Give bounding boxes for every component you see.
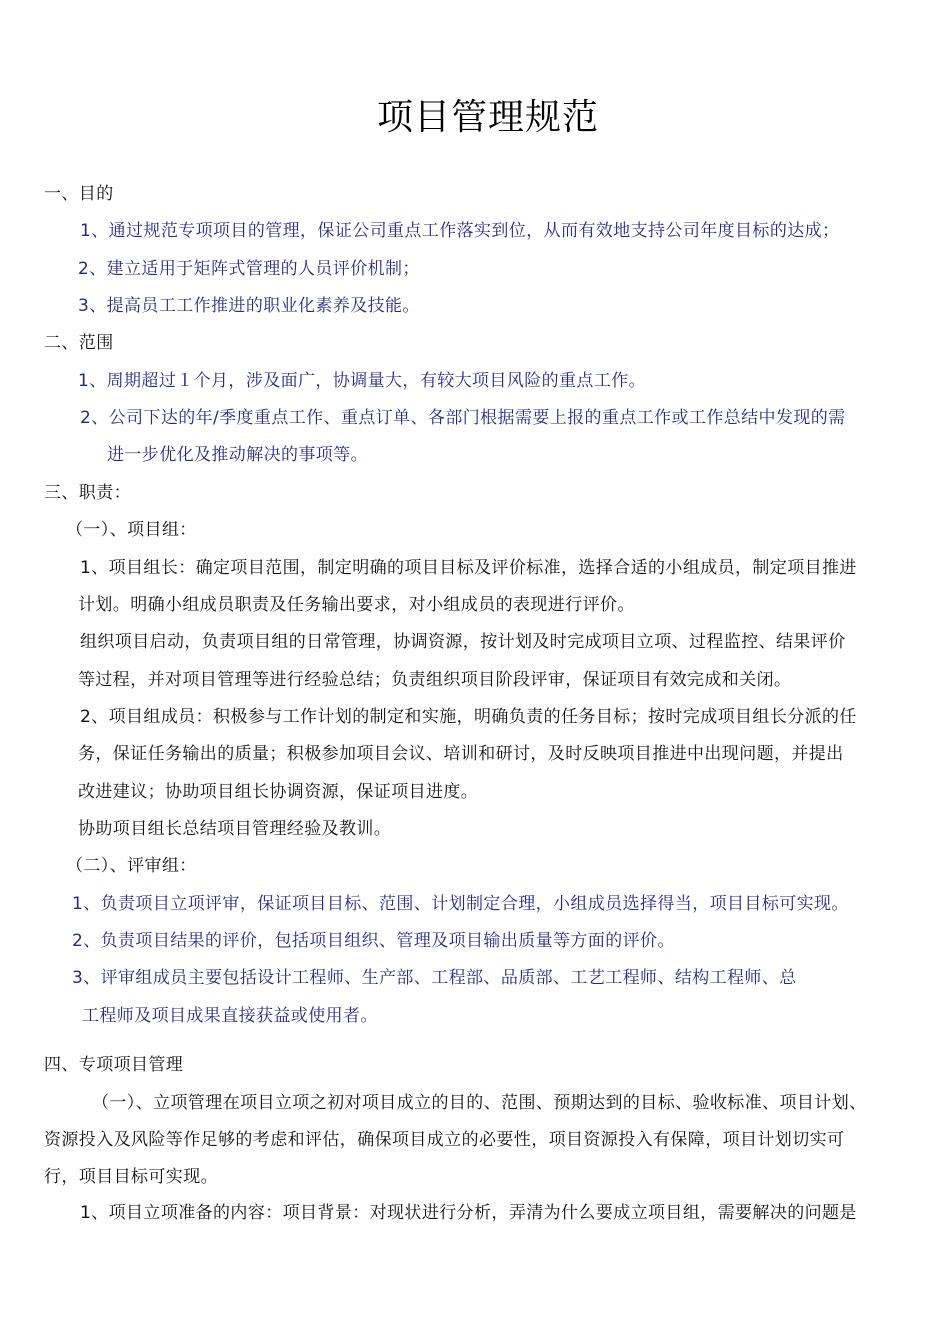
- paragraph-line: 计划。明确小组成员职责及任务输出要求，对小组成员的表现进行评价。: [78, 595, 635, 615]
- paragraph-line: 工程师及项目成果直接获益或使用者。: [82, 1006, 378, 1026]
- subsection-heading-review-team: （二）、评审组：: [66, 856, 197, 876]
- paragraph-line: （一）、立项管理在项目立项之初对项目成立的目的、范围、预期达到的目标、验收标准、项目计划、: [92, 1093, 867, 1113]
- subsection-heading-project-team: （一）、项目组：: [66, 520, 197, 540]
- paragraph-line: 3、提高员工工作推进的职业化素养及技能。: [78, 296, 420, 316]
- paragraph-line: 行，项目目标可实现。: [44, 1167, 218, 1187]
- paragraph-line: 2、公司下达的年/季度重点工作、重点订单、各部门根据需要上报的重点工作或工作总结中发现的需: [80, 408, 846, 428]
- paragraph-line: 进一步优化及推动解决的事项等。: [107, 445, 368, 465]
- paragraph-line: 1、周期超过１个月，涉及面广，协调量大，有较大项目风险的重点工作。: [78, 371, 647, 391]
- paragraph-line: 组织项目启动，负责项目组的日常管理，协调资源，按计划及时完成项目立项、过程监控、结果评价: [80, 632, 846, 652]
- document-title: 项目管理规范: [376, 97, 599, 138]
- paragraph-line: 1、通过规范专项项目的管理，保证公司重点工作落实到位，从而有效地支持公司年度目标的达成；: [80, 221, 840, 241]
- section-heading-project-management: 四、专项项目管理: [44, 1055, 184, 1075]
- paragraph-line: 改进建议；协助项目组长协调资源，保证项目进度。: [78, 782, 479, 802]
- paragraph-line: 资源投入及风险等作足够的考虑和评估，确保项目成立的必要性，项目资源投入有保障，项目计划切实可: [44, 1130, 845, 1150]
- paragraph-line: 1、项目组长：确定项目范围，制定明确的项目目标及评价标准，选择合适的小组成员，制定项目推进: [80, 558, 857, 578]
- paragraph-line: 2、负责项目结果的评价，包括项目组织、管理及项目输出质量等方面的评价。: [72, 931, 675, 951]
- paragraph-line: 2、建立适用于矩阵式管理的人员评价机制；: [78, 259, 420, 279]
- paragraph-line: 3、评审组成员主要包括设计工程师、生产部、工程部、品质部、工艺工程师、结构工程师、总: [72, 968, 797, 988]
- paragraph-line: 1、项目立项准备的内容：项目背景：对现状进行分析，弄清为什么要成立项目组，需要解决的问题是: [80, 1203, 857, 1223]
- section-heading-purpose: 一、目的: [44, 184, 114, 204]
- paragraph-line: 务，保证任务输出的质量；积极参加项目会议、培训和研讨，及时反映项目推进中出现问题，并提出: [78, 744, 844, 764]
- paragraph-line: 等过程，并对项目管理等进行经验总结；负责组织项目阶段评审，保证项目有效完成和关闭。: [78, 670, 792, 690]
- paragraph-line: 1、负责项目立项评审，保证项目目标、范围、计划制定合理，小组成员选择得当，项目目标可实现。: [72, 894, 849, 914]
- section-heading-scope: 二、范围: [44, 333, 114, 353]
- paragraph-line: 协助项目组长总结项目管理经验及教训。: [78, 819, 392, 839]
- section-heading-responsibilities: 三、职责：: [44, 483, 131, 503]
- paragraph-line: 2、项目组成员：积极参与工作计划的制定和实施，明确负责的任务目标；按时完成项目组长分派的任: [80, 707, 857, 727]
